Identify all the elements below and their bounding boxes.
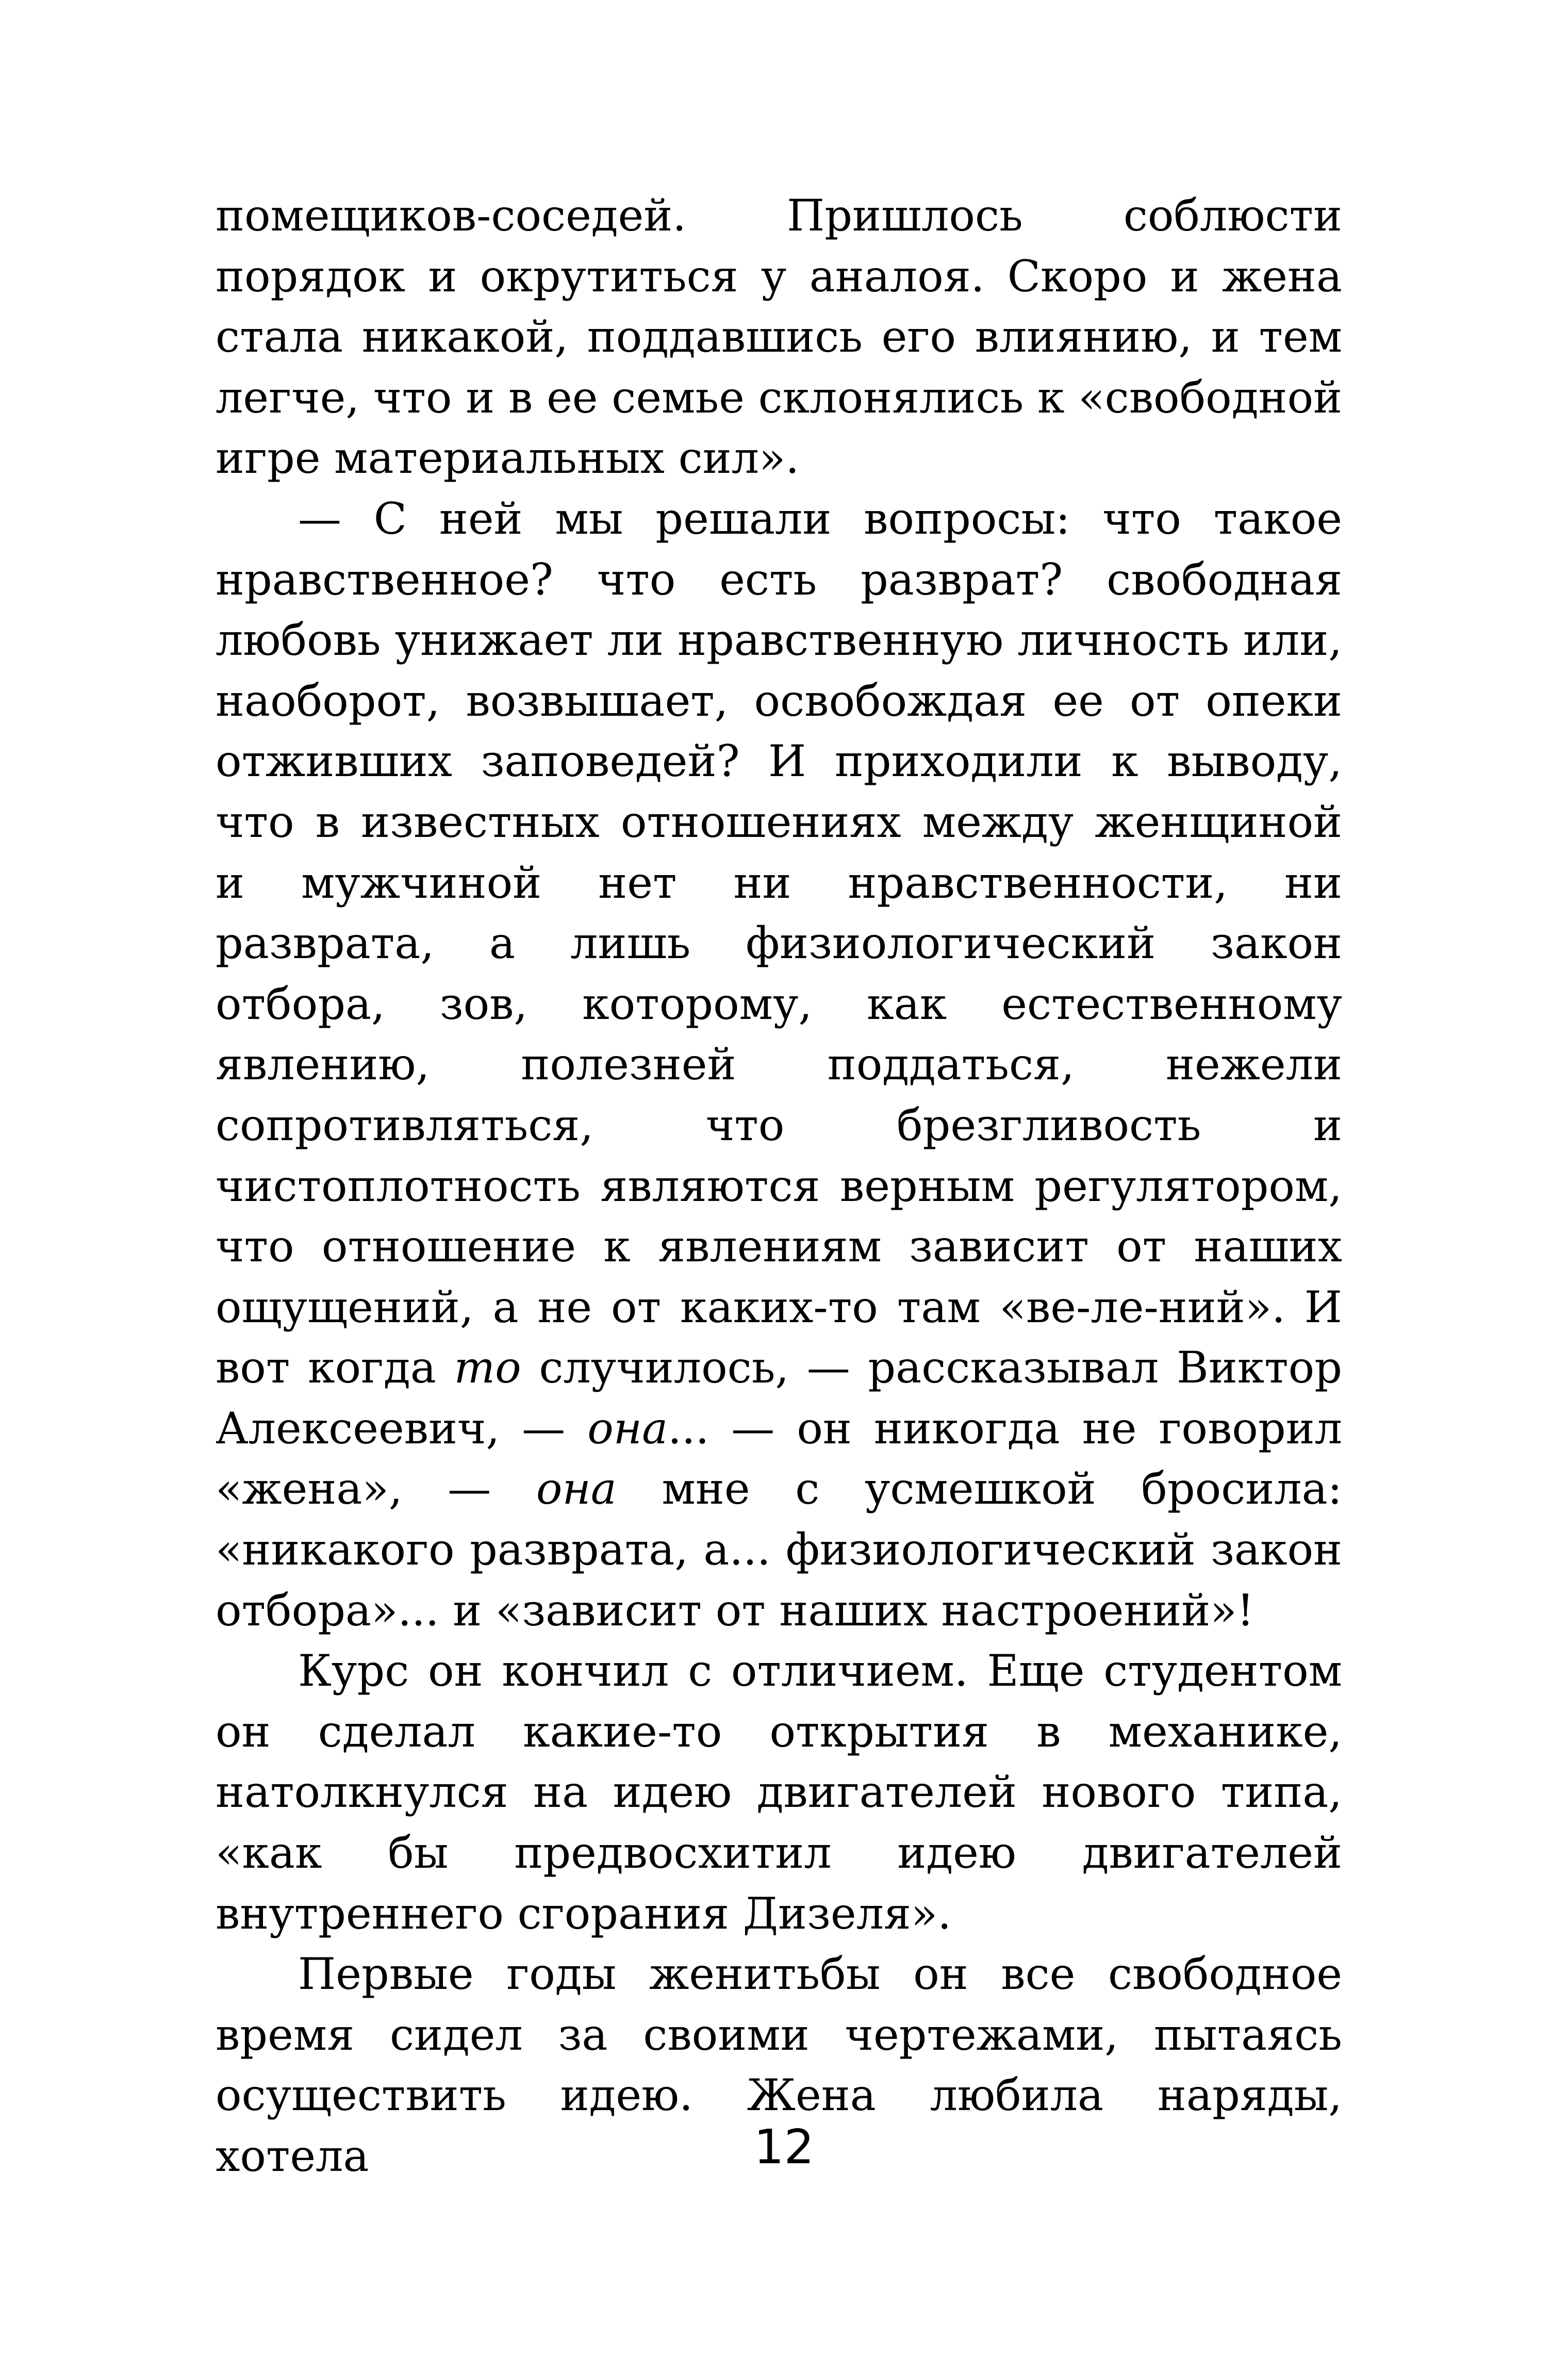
paragraph-2: [216, 489, 1342, 1641]
paragraph-1: помещиков-соседей. Пришлось соблюсти порядок и окрутиться у аналоя. Скоро и жена стала никакой, поддавшись его влиянию, и тем легче, что и в ее семье склонялись к «свободной игре материальных сил».: [216, 190, 1342, 484]
paragraph-4: Первые годы женитьбы он все свободное время сидел за своими чертежами, пытаясь осуществить идею. Жена любила наряды, хотела: [216, 1949, 1342, 2181]
paragraph-2-segment: ... — он никогда не говорил «жена», —: [216, 1403, 1342, 1515]
paragraph-2-segment: — С ней мы решали вопросы: что такое нравственное? что есть разврат? свободная любовь унижает ли нравственную личность или, наоборот, возвышает, освобождая ее от опеки отживших заповедей? И приходили к выводу, что в известных отношениях между женщиной и мужчиной нет ни нравственности, ни разврата, а лишь физиологический закон отбора, зов, которому, как естественному явлению, полезней поддаться, нежели сопротивляться, что брезгливость и чистоплотность являются верным регулятором, что отношение к явлениям зависит от наших ощущений, а не от каких-то там «ве-ле-ний». И вот когда: [216, 493, 1342, 1393]
paragraph-2-italic-segment: она: [536, 1463, 617, 1515]
paragraph-2-segment: случилось, — рассказывал Виктор Алексеевич, —: [216, 1342, 1342, 1454]
paragraph-2-italic-segment: то: [454, 1342, 521, 1393]
paragraph-2-italic-segment: она: [587, 1403, 668, 1454]
body-text: [216, 186, 1342, 2187]
paragraph-2-segment: мне с усмешкой бросила: «никакого разврата, а... физиологический закон отбора»... и «зависит от наших настроений»!: [216, 1463, 1342, 1636]
page-number: 12: [753, 2119, 815, 2175]
paragraph-3: Курс он кончил с отличием. Еще студентом он сделал какие-то открытия в механике, натолкнулся на идею двигателей нового типа, «как бы предвосхитил идею двигателей внутреннего сгорания Дизеля».: [216, 1645, 1342, 1939]
